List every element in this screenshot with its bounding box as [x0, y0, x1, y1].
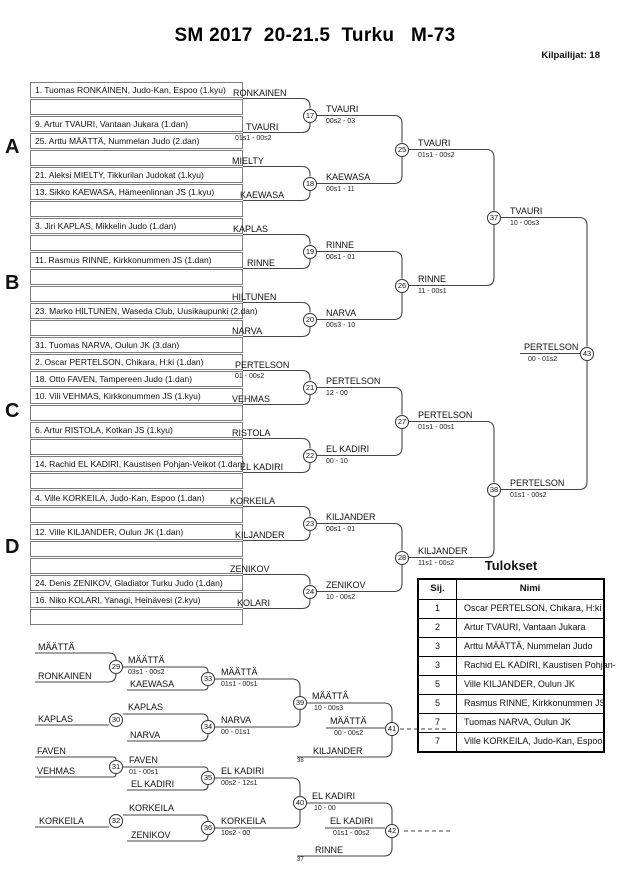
bracket-line [123, 815, 208, 821]
seed-box: 16. Niko KOLARI, Yanagi, Heinävesi (2.kyu) [30, 592, 243, 608]
match-number-circle: 39 [293, 696, 307, 710]
result-place: 1 [419, 600, 457, 618]
winner-label: KILJANDER [235, 529, 285, 540]
match-number-circle: 38 [487, 483, 501, 497]
winner-label: MÄÄTTÄ [38, 642, 75, 652]
seed-box-empty [30, 473, 243, 489]
score-label: 00s3 - 10 [326, 321, 356, 329]
score-label: 01s1 - 00s2 [418, 151, 455, 159]
winner-label: ZENIKOV [326, 579, 366, 590]
seed-box-empty [30, 201, 243, 217]
match-number-circle: 37 [487, 211, 501, 225]
result-name: Arttu MÄÄTTÄ, Nummelan Judo [464, 641, 593, 651]
seed-box: 24. Denis ZENIKOV, Gladiator Turku Judo (1.dan) [30, 575, 243, 591]
winner-label: RONKAINEN [38, 671, 92, 681]
seed-box-empty [30, 320, 243, 336]
seed-box-empty [30, 541, 243, 557]
winner-label: NARVA [130, 730, 161, 740]
winner-label: KILJANDER [313, 746, 363, 756]
seed-box-empty [30, 150, 243, 166]
results-table-header [419, 580, 603, 600]
winner-label: KAPLAS [38, 714, 74, 724]
section-letter: A [5, 136, 20, 158]
seed-box: 1. Tuomas RONKAINEN, Judo-Kan, Espoo (1.kyu) [30, 82, 243, 98]
match-number-circle: 40 [293, 796, 307, 810]
result-name: Rachid EL KADIRI, Kaustisen Pohjan- [464, 660, 616, 670]
score-label: 00 - 10 [326, 457, 348, 465]
seed-box: 13. Sikko KAEWASA, Hämeenlinnan JS (1.kyu) [30, 184, 243, 200]
score-label: 10 - 00s2 [326, 593, 356, 601]
winner-label: VEHMAS [232, 393, 271, 404]
bracket-line [243, 439, 310, 449]
result-place: 7 [419, 714, 457, 732]
winner-label: KORKEILA [230, 495, 276, 506]
score-label: 01s1 - 00s1 [221, 681, 258, 688]
score-label: 10 - 00s3 [510, 219, 540, 227]
result-place: 7 [419, 733, 457, 751]
winner-label: KORKEILA [129, 803, 175, 813]
score-label: 01s1 - 00s2 [333, 830, 370, 837]
match-number-circle: 18 [303, 177, 317, 191]
winner-label: MIELTY [232, 155, 264, 166]
winner-label: EL KADIRI [326, 443, 370, 454]
winner-label: EL KADIRI [131, 779, 175, 789]
seed-box-empty [30, 439, 243, 455]
winner-label: MÄÄTTÄ [128, 655, 165, 665]
winner-label: NARVA [326, 307, 357, 318]
match-number-circle: 41 [385, 722, 399, 736]
winner-label: RINNE [315, 845, 344, 855]
result-row [419, 619, 603, 638]
winner-label: TVAURI [326, 103, 359, 114]
winner-label: KAEWASA [130, 679, 175, 689]
result-place: 3 [419, 657, 457, 675]
bracket-line [243, 507, 310, 517]
section-letter: C [5, 400, 20, 422]
results-header-name: Nimi [519, 583, 541, 594]
winner-label: EL KADIRI [221, 766, 265, 776]
match-number-circle: 36 [201, 821, 215, 835]
winner-label: TVAURI [418, 137, 451, 148]
result-name: Ville KORKEILA, Judo-Kan, Espoo [464, 736, 603, 746]
seed-box: 11. Rasmus RINNE, Kirkkonummen JS (1.dan) [30, 252, 243, 268]
match-number-circle: 29 [109, 660, 123, 674]
winner-label: HILTUNEN [232, 291, 277, 302]
result-name: Oscar PERTELSON, Chikara, H:ki [464, 603, 602, 613]
score-label: 10s2 - 00 [221, 830, 251, 837]
winner-label: RINNE [326, 239, 355, 250]
seed-box: 12. Ville KILJANDER, Oulun JK (1.dan) [30, 524, 243, 540]
match-number-circle: 24 [303, 585, 317, 599]
result-row [419, 600, 603, 619]
bracket-line [123, 714, 208, 720]
winner-label: MÄÄTTÄ [330, 716, 367, 726]
score-label: 00 - 01s1 [221, 729, 251, 736]
seed-box: 23. Marko HILTUNEN, Waseda Club, Uusikaupunki (2.dan) [30, 303, 243, 319]
bracket-line [35, 653, 116, 660]
seed-box: 9. Artur TVAURI, Vantaan Jukara (1.dan) [30, 116, 243, 132]
bracket-line [501, 361, 587, 490]
score-label: 00s1 - 01 [326, 525, 356, 533]
winner-label: KORKEILA [221, 816, 267, 826]
seed-box: 18. Otto FAVEN, Tampereen Judo (1.dan) [30, 371, 243, 387]
match-number-circle: 33 [201, 672, 215, 686]
match-number-circle: 43 [580, 347, 594, 361]
winner-label: MÄÄTTÄ [312, 691, 349, 701]
winner-label: TVAURI [246, 121, 279, 132]
bracket-line [297, 838, 392, 856]
match-number-circle: 28 [395, 551, 409, 565]
result-name: Artur TVAURI, Vantaan Jukara [464, 622, 586, 632]
bracket-line [243, 575, 310, 585]
seed-box-empty [30, 286, 243, 302]
results-table-body [419, 600, 616, 751]
match-ref-label: 37 [297, 857, 304, 863]
result-name: Ville KILJANDER, Oulun JK [464, 679, 575, 689]
winner-label: NARVA [221, 715, 252, 725]
match-number-circle: 32 [109, 814, 123, 828]
seed-box: 2. Oscar PERTELSON, Chikara, H:ki (1.dan) [30, 354, 243, 370]
winner-label: EL KADIRI [240, 461, 284, 472]
match-number-circle: 26 [395, 279, 409, 293]
winner-label: NARVA [232, 325, 263, 336]
score-label: 01 - 00s1 [129, 769, 159, 776]
result-place: 2 [419, 619, 457, 637]
match-number-circle: 25 [395, 143, 409, 157]
score-label: 00s2 - 12s1 [221, 780, 258, 787]
winner-label: PERTELSON [326, 375, 381, 386]
match-number-circle: 42 [385, 824, 399, 838]
seed-box-empty [30, 235, 243, 251]
match-number-circle: 27 [395, 415, 409, 429]
winner-label: FAVEN [37, 746, 66, 756]
result-row [419, 733, 603, 751]
result-row [419, 657, 616, 676]
seed-box-empty [30, 609, 243, 625]
seed-box-empty [30, 507, 243, 523]
score-label: 11 - 00s1 [418, 287, 447, 295]
seed-box: 31. Tuomas NARVA, Oulun JK (3.dan) [30, 337, 243, 353]
match-number-circle: 19 [303, 245, 317, 259]
seed-box-empty [30, 558, 243, 574]
bracket-line [501, 218, 587, 347]
bracket-line [243, 235, 310, 245]
bracket-line [243, 99, 310, 109]
winner-label: RISTOLA [232, 427, 271, 438]
results-header-place: Sij. [419, 580, 457, 599]
bracket-line [243, 167, 310, 177]
seed-box-empty [30, 405, 243, 421]
winner-label: KOLARI [237, 597, 271, 608]
section-letter: D [5, 536, 20, 558]
winner-label: ZENIKOV [131, 830, 171, 840]
winner-label: TVAURI [510, 205, 543, 216]
score-label: 10 - 00s3 [314, 705, 344, 712]
match-ref-label: 38 [297, 758, 304, 764]
score-label: 03s1 - 00s2 [128, 669, 165, 676]
score-label: 01s1 - 00s2 [510, 491, 547, 499]
winner-label: KAPLAS [233, 223, 269, 234]
competitors-count-label: Kilpailijat: 18 [541, 50, 600, 61]
result-row [419, 714, 603, 733]
winner-label: KAPLAS [128, 702, 164, 712]
result-row [419, 695, 606, 714]
seed-box: 25. Arttu MÄÄTTÄ, Nummelan Judo (2.dan) [30, 133, 243, 149]
seed-box: 21. Aleksi MIELTY, Tikkurilan Judokat (1.kyu) [30, 167, 243, 183]
match-number-circle: 30 [109, 713, 123, 727]
match-number-circle: 21 [303, 381, 317, 395]
seed-box: 14. Rachid EL KADIRI, Kaustisen Pohjan-Veikot (1.dan) [30, 456, 243, 472]
winner-label: RONKAINEN [233, 87, 287, 98]
seed-box: 10. Vili VEHMAS, Kirkkonummen JS (1.kyu) [30, 388, 243, 404]
results-table-title: Tulokset [484, 558, 538, 573]
match-number-circle: 22 [303, 449, 317, 463]
score-label: 11s1 - 00s2 [418, 559, 455, 567]
page-title: SM 2017 20-21.5 Turku M-73 [174, 25, 456, 46]
result-name: Rasmus RINNE, Kirkkonummen JS [464, 698, 606, 708]
match-number-circle: 17 [303, 109, 317, 123]
score-label: 00 - 01s2 [528, 355, 558, 363]
score-label: 12 - 00 [326, 389, 348, 397]
seed-box-empty [30, 99, 243, 115]
seed-box-empty [30, 269, 243, 285]
winner-label: KILJANDER [326, 511, 376, 522]
winner-label: VEHMAS [37, 766, 76, 776]
winner-label: PERTELSON [418, 409, 473, 420]
winner-label: PERTELSON [235, 359, 290, 370]
score-label: 10 - 00 [314, 805, 336, 812]
match-number-circle: 31 [109, 760, 123, 774]
match-number-circle: 23 [303, 517, 317, 531]
score-label: 00 - 00s2 [334, 730, 364, 737]
score-label: 00s1 - 11 [326, 185, 355, 193]
score-label: 00s1 - 01 [326, 253, 356, 261]
winner-label: KAEWASA [240, 189, 285, 200]
result-place: 3 [419, 638, 457, 656]
winner-label: RINNE [247, 257, 276, 268]
winner-label: EL KADIRI [312, 791, 356, 801]
winner-label: RINNE [418, 273, 447, 284]
score-label: 01s1 - 00s1 [418, 423, 455, 431]
seed-box: 6. Artur RISTOLA, Kotkan JS (1.kyu) [30, 422, 243, 438]
winner-label: FAVEN [129, 755, 158, 765]
section-letter: B [5, 272, 20, 294]
result-place: 5 [419, 695, 457, 713]
score-label: 00s2 - 03 [326, 117, 356, 125]
seed-box: 4. Ville KORKEILA, Judo-Kan, Espoo (1.dan) [30, 490, 243, 506]
result-row [419, 638, 603, 657]
score-label: 01 - 00s2 [235, 372, 265, 380]
winner-label: EL KADIRI [330, 816, 374, 826]
winner-label: ZENIKOV [230, 563, 270, 574]
bracket-line [35, 757, 116, 760]
winner-label: KORKEILA [39, 816, 85, 826]
winner-label: PERTELSON [524, 341, 579, 352]
winner-label: KILJANDER [418, 545, 468, 556]
result-place: 5 [419, 676, 457, 694]
winner-label: KAEWASA [326, 171, 371, 182]
score-label: 01s1 - 00s2 [235, 134, 272, 142]
match-number-circle: 34 [201, 720, 215, 734]
seed-box: 3. Jiri KAPLAS, Mikkelin Judo (1.dan) [30, 218, 243, 234]
winner-label: PERTELSON [510, 477, 565, 488]
match-number-circle: 35 [201, 771, 215, 785]
results-table [417, 578, 616, 753]
result-row [419, 676, 603, 695]
winner-label: MÄÄTTÄ [221, 667, 258, 677]
result-name: Tuomas NARVA, Oulun JK [464, 717, 571, 727]
match-number-circle: 20 [303, 313, 317, 327]
